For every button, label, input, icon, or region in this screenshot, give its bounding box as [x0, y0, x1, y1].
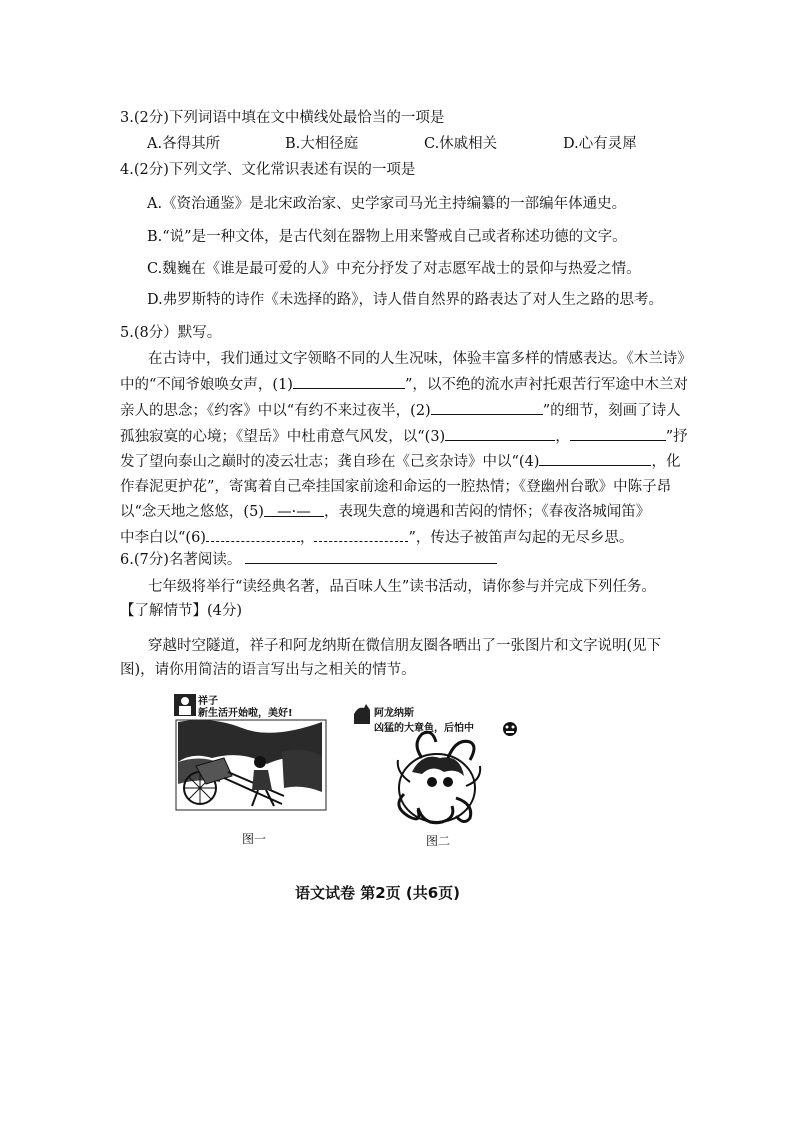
q5-stem: 5.(8分）默写。 [120, 325, 222, 341]
q6-underline [245, 549, 497, 564]
q5-line-3-b: ”的细节，刻画了诗人 [542, 403, 681, 419]
q3-stem: 3.(2分)下列词语中填在文中横线处最恰当的一项是 [120, 110, 445, 126]
q5-line-4-b: ， [555, 429, 570, 445]
q5-line-3 [120, 400, 681, 421]
figure-2-text: 凶猛的大章鱼，后怕中 [374, 723, 474, 734]
answer-blank-3a[interactable] [445, 426, 555, 441]
q5-line-8 [120, 527, 633, 548]
q5-line-8-a: 中李白以“(6) [120, 530, 206, 546]
q5-line-6: 作春泥更护花”，寄寓着自己牵挂国家前途和命运的一腔热情；《登幽州台歌》中陈子昂 [120, 479, 672, 495]
answer-blank-2[interactable] [431, 400, 543, 415]
q6-task-line-1: 穿越时空隧道，祥子和阿龙纳斯在微信朋友圈各晒出了一张图片和文字说明(见下 [148, 638, 662, 654]
q3-option-d: D.心有灵犀 [563, 136, 637, 152]
q5-line-5 [120, 451, 680, 472]
q6-task-line-2: 图)，请你用简洁的语言写出与之相关的情节。 [120, 662, 416, 678]
q5-line-7-c: ，表现失意的境遇和苦闷的情怀；《春夜洛城闻笛》 [323, 504, 651, 520]
answer-blank-3b[interactable] [570, 426, 666, 441]
q3-option-b: B.大相径庭 [285, 136, 359, 152]
figure-1-caption: 图一 [242, 832, 267, 846]
answer-blank-6a[interactable] [206, 527, 300, 542]
q6-stem: 6.(7分)名著阅读。 [120, 552, 242, 568]
page-footer: 语文试卷 第2页 (共6页) [295, 884, 461, 902]
q5-line-3-a: 亲人的思念；《约客》中以“有约不来过夜半，(2) [120, 403, 431, 419]
figure-1-text: 新生活开始啦，美好! [198, 708, 293, 719]
q5-line-2-b: ”，以不绝的流水声衬托艰苦行军途中木兰对 [404, 377, 688, 393]
answer-blank-1[interactable] [293, 374, 405, 389]
q5-line-8-b: ， [299, 530, 315, 546]
q3-option-c: C.休戚相关 [424, 136, 498, 152]
q5-line-5-b: ，化 [651, 454, 681, 470]
q5-line-4 [120, 426, 688, 447]
q4-option-d: D.弗罗斯特的诗作《未选择的路》，诗人借自然界的路表达了对人生之路的思考。 [147, 292, 663, 308]
q5-line-8-c: ”，传达子被笛声勾起的无尽乡思。 [408, 530, 634, 546]
q6-section-title: 【了解情节】(4分) [120, 603, 243, 619]
figure-2-caption: 图二 [426, 834, 451, 848]
q5-line-4-a: 孤独寂寞的心境；《望岳》中杜甫意气风发，以“(3) [120, 429, 446, 445]
q5-line-1: 在古诗中，我们通过文字领略不同的人生况味，体验丰富多样的情感表达。《木兰诗》 [148, 351, 692, 367]
q5-line-7-a: 以“念天地之悠悠，(5) [120, 504, 264, 520]
q5-line-4-c: ”抒 [665, 429, 688, 445]
q4-option-c: C.魏巍在《谁是最可爱的人》中充分抒发了对志愿军战士的景仰与热爱之情。 [147, 261, 641, 277]
answer-blank-4[interactable] [539, 451, 651, 466]
q5-line-2-a: 中的“不闻爷娘唤女声，(1) [120, 377, 293, 393]
figure-1-post [172, 692, 347, 814]
q6-intro: 七年级将举行“读经典名著，品百味人生”读书活动，请你参与并完成下列任务。 [148, 579, 656, 595]
figure-2-name: 阿龙纳斯 [374, 708, 414, 719]
q5-line-5-a: 发了望向泰山之巅时的凌云壮志；龚自珍在《己亥杂诗》中以“(4) [120, 454, 540, 470]
q6-stem-line [120, 549, 497, 570]
answer-blank-6b[interactable] [314, 527, 408, 542]
figure-2-post [352, 702, 522, 830]
q5-line-7 [120, 502, 650, 522]
q4-stem: 4.(2分)下列文学、文化常识表述有误的一项是 [120, 162, 416, 178]
q4-option-b: B.“说”是一种文体，是古代刻在器物上用来警戒自己或者称述功德的文字。 [147, 229, 627, 245]
answer-blank-5[interactable] [264, 502, 324, 520]
fear-emoji-icon [503, 722, 517, 736]
q4-option-a: A.《资治通鉴》是北宋政治家、史学家司马光主持编纂的一部编年体通史。 [147, 196, 627, 212]
q3-option-a: A.各得其所 [147, 136, 221, 152]
q5-line-2 [120, 374, 688, 395]
figure-1-name: 祥子 [198, 696, 218, 707]
answer-blank-5-dash: —·— [277, 504, 311, 520]
